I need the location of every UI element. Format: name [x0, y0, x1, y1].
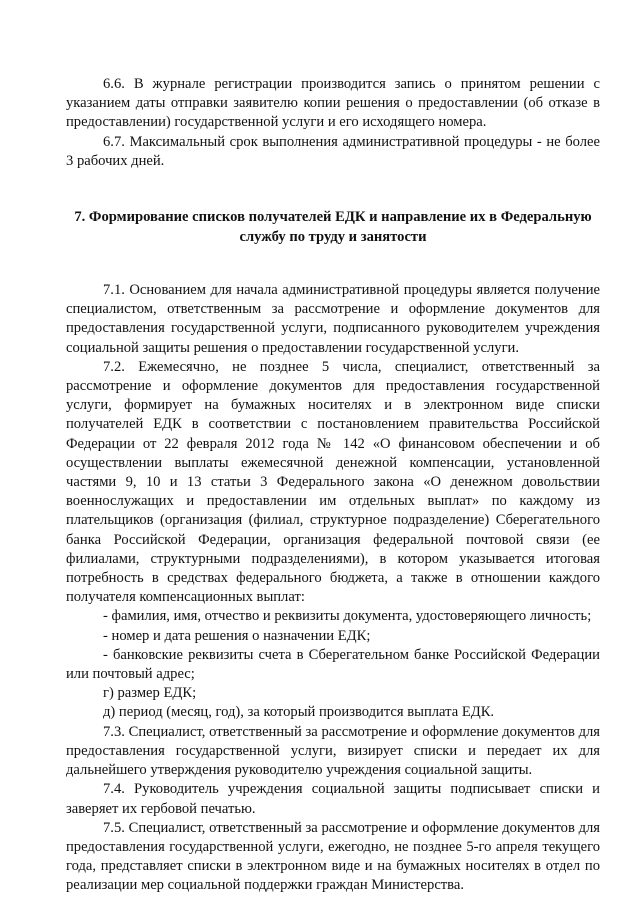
- paragraph-7-5: 7.5. Специалист, ответственный за рассмотрение и оформление документов для предоставления государственной услуги, ежегодно, не позднее 5-го апреля текущего года, представляет списки в электронном виде и на бумажных носителях в отдел по реализации мер социальной поддержки граждан Министерства.: [66, 819, 600, 894]
- list-item: - фамилия, имя, отчество и реквизиты документа, удостоверяющего личность;: [103, 608, 592, 625]
- list-item: г) размер ЕДК;: [103, 685, 197, 702]
- document-page: [66, 75, 600, 896]
- paragraph-7-2: 7.2. Ежемесячно, не позднее 5 числа, специалист, ответственный за рассмотрение и оформление документов для предоставления государственной услуги, формирует на бумажных носителях и в электронном виде списки получателей ЕДК в соответствии с постановлением правительства Российской Федерации от 22 февраля 2012 года № 142 «О финансовом обеспечении и об осуществлении выплаты ежемесячной денежной компенсации, установленной частями 9, 10 и 13 статьи 3 Федерального закона «О денежном довольствии военнослужащих и предоставлении им отдельных выплат» по каждому из плательщиков (организация (филиал, структурное подразделение) Сберегательного банка Российской Федерации, организация федеральной почтовой связи (ее филиалами, структурными подразделениями), в котором указывается итоговая потребность в средствах федерального бюджета, а также в отношении каждого получателя компенсационных выплат:: [66, 358, 600, 606]
- list-item: - номер и дата решения о назначении ЕДК;: [103, 627, 371, 644]
- paragraph-7-1: 7.1. Основанием для начала административной процедуры является получение специалистом, ответственным за рассмотрение и оформление документов для предоставления государственной услуги, подписанного руководителем учреждения социальной защиты решения о предоставлении государственной услуги.: [66, 282, 600, 356]
- paragraph-7-3: 7.3. Специалист, ответственный за рассмотрение и оформление документов для предоставления государственной услуги, визирует списки и передает их для дальнейшего утверждения руководителю учреждения социальной защиты.: [66, 723, 600, 779]
- list-item: д) период (месяц, год), за который производится выплата ЕДК.: [103, 704, 495, 721]
- paragraph-6-7: 6.7. Максимальный срок выполнения административной процедуры - не более 3 рабочих дней.: [66, 133, 600, 169]
- section-7-heading: 7. Формирование списков получателей ЕДК и направление их в Федеральную службу по труду и занятости: [74, 209, 592, 246]
- paragraph-7-4: 7.4. Руководитель учреждения социальной защиты подписывает списки и заверяет их гербовой печатью.: [66, 781, 600, 817]
- paragraph-6-6: 6.6. В журнале регистрации производится запись о принятом решении с указанием даты отправки заявителю копии решения о предоставлении (об отказе в предоставлении) государственной услуги и его исходящего номера.: [66, 76, 600, 131]
- list-item: - банковские реквизиты счета в Сберегательном банке Российской Федерации или почтовый адрес;: [66, 646, 600, 683]
